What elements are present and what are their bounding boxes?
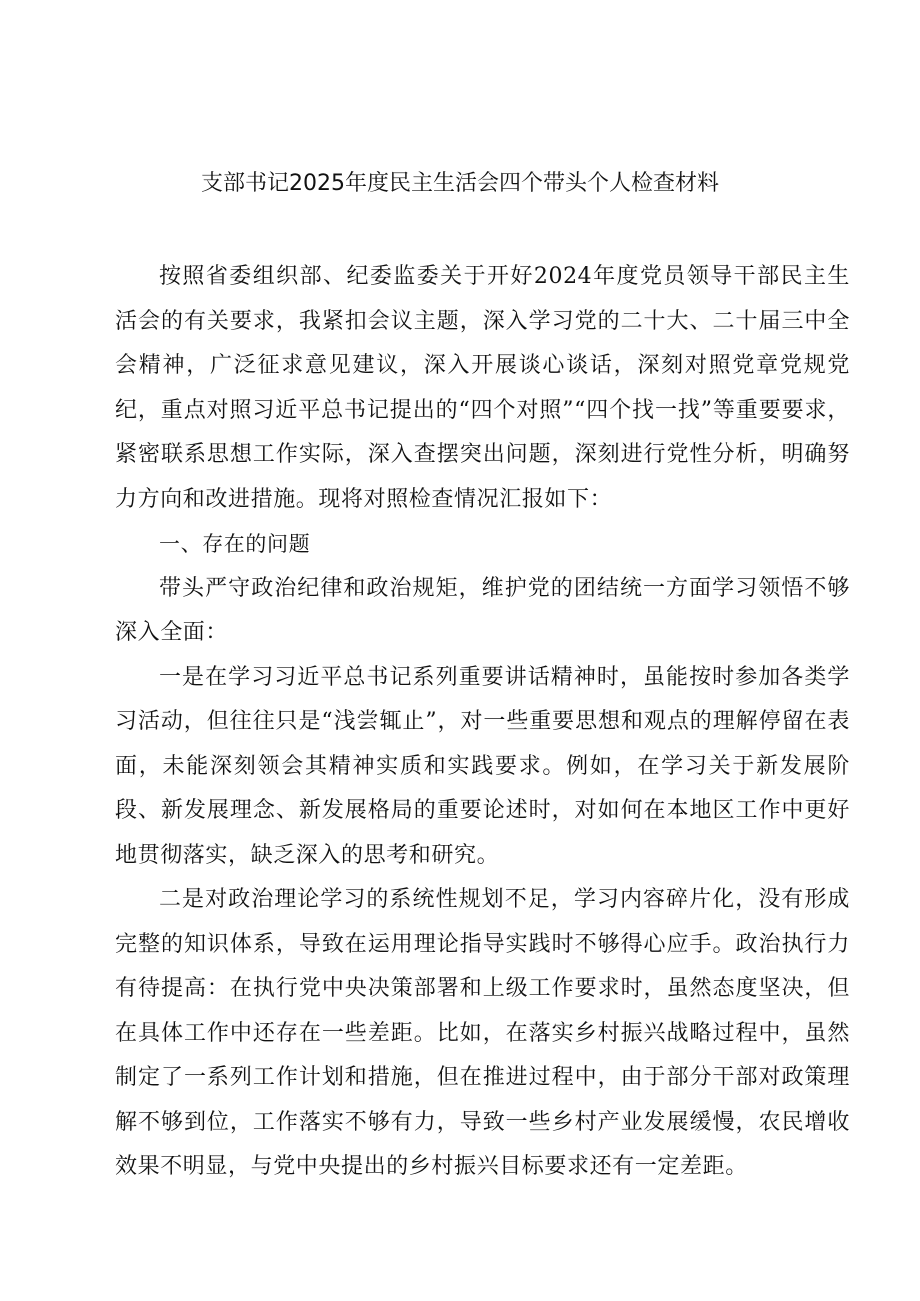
paragraph-point-one: 一是在学习习近平总书记系列重要讲话精神时，虽能按时参加各类学习活动，但往往只是“浅尝辄止”，对一些重要思想和观点的理解停留在表面，未能深刻领会其精神实质和实践要求。例如，在学习关于新发展阶段、新发展理念、新发展格局的重要论述时，对如何在本地区工作中更好地贯彻落实，缺乏深入的思考和研究。	[115, 664, 850, 868]
paragraph-point-two: 二是对政治理论学习的系统性规划不足，学习内容碎片化，没有形成完整的知识体系，导致在运用理论指导实践时不够得心应手。政治执行力有待提高：在执行党中央决策部署和上级工作要求时，虽然态度坚决，但在具体工作中还存在一些差距。比如，在落实乡村振兴战略过程中，虽然制定了一系列工作计划和措施，但在推进过程中，由于部分干部对政策理解不够到位，工作落实不够有力，导致一些乡村产业发展缓慢，农民增收效果不明显，与党中央提出的乡村振兴目标要求还有一定差距。	[115, 887, 850, 1179]
paragraph-intro: 按照省委组织部、纪委监委关于开好2024年度党员领导干部民主生活会的有关要求，我紧扣会议主题，深入学习党的二十大、二十届三中全会精神，广泛征求意见建议，深入开展谈心谈话，深刻对照党章党规党纪，重点对照习近平总书记提出的“四个对照”“四个找一找”等重要要求，紧密联系思想工作实际，深入查摆突出问题，深刻进行党性分析，明确努力方向和改进措施。现将对照检查情况汇报如下：	[115, 264, 850, 512]
paragraph-discipline: 带头严守政治纪律和政治规矩，维护党的团结统一方面学习领悟不够深入全面：	[115, 575, 850, 645]
document-body	[115, 255, 850, 1190]
document-title: 支部书记2025年度民主生活会四个带头个人检查材料	[201, 171, 719, 196]
section-heading-problems: 一、存在的问题	[159, 532, 311, 556]
